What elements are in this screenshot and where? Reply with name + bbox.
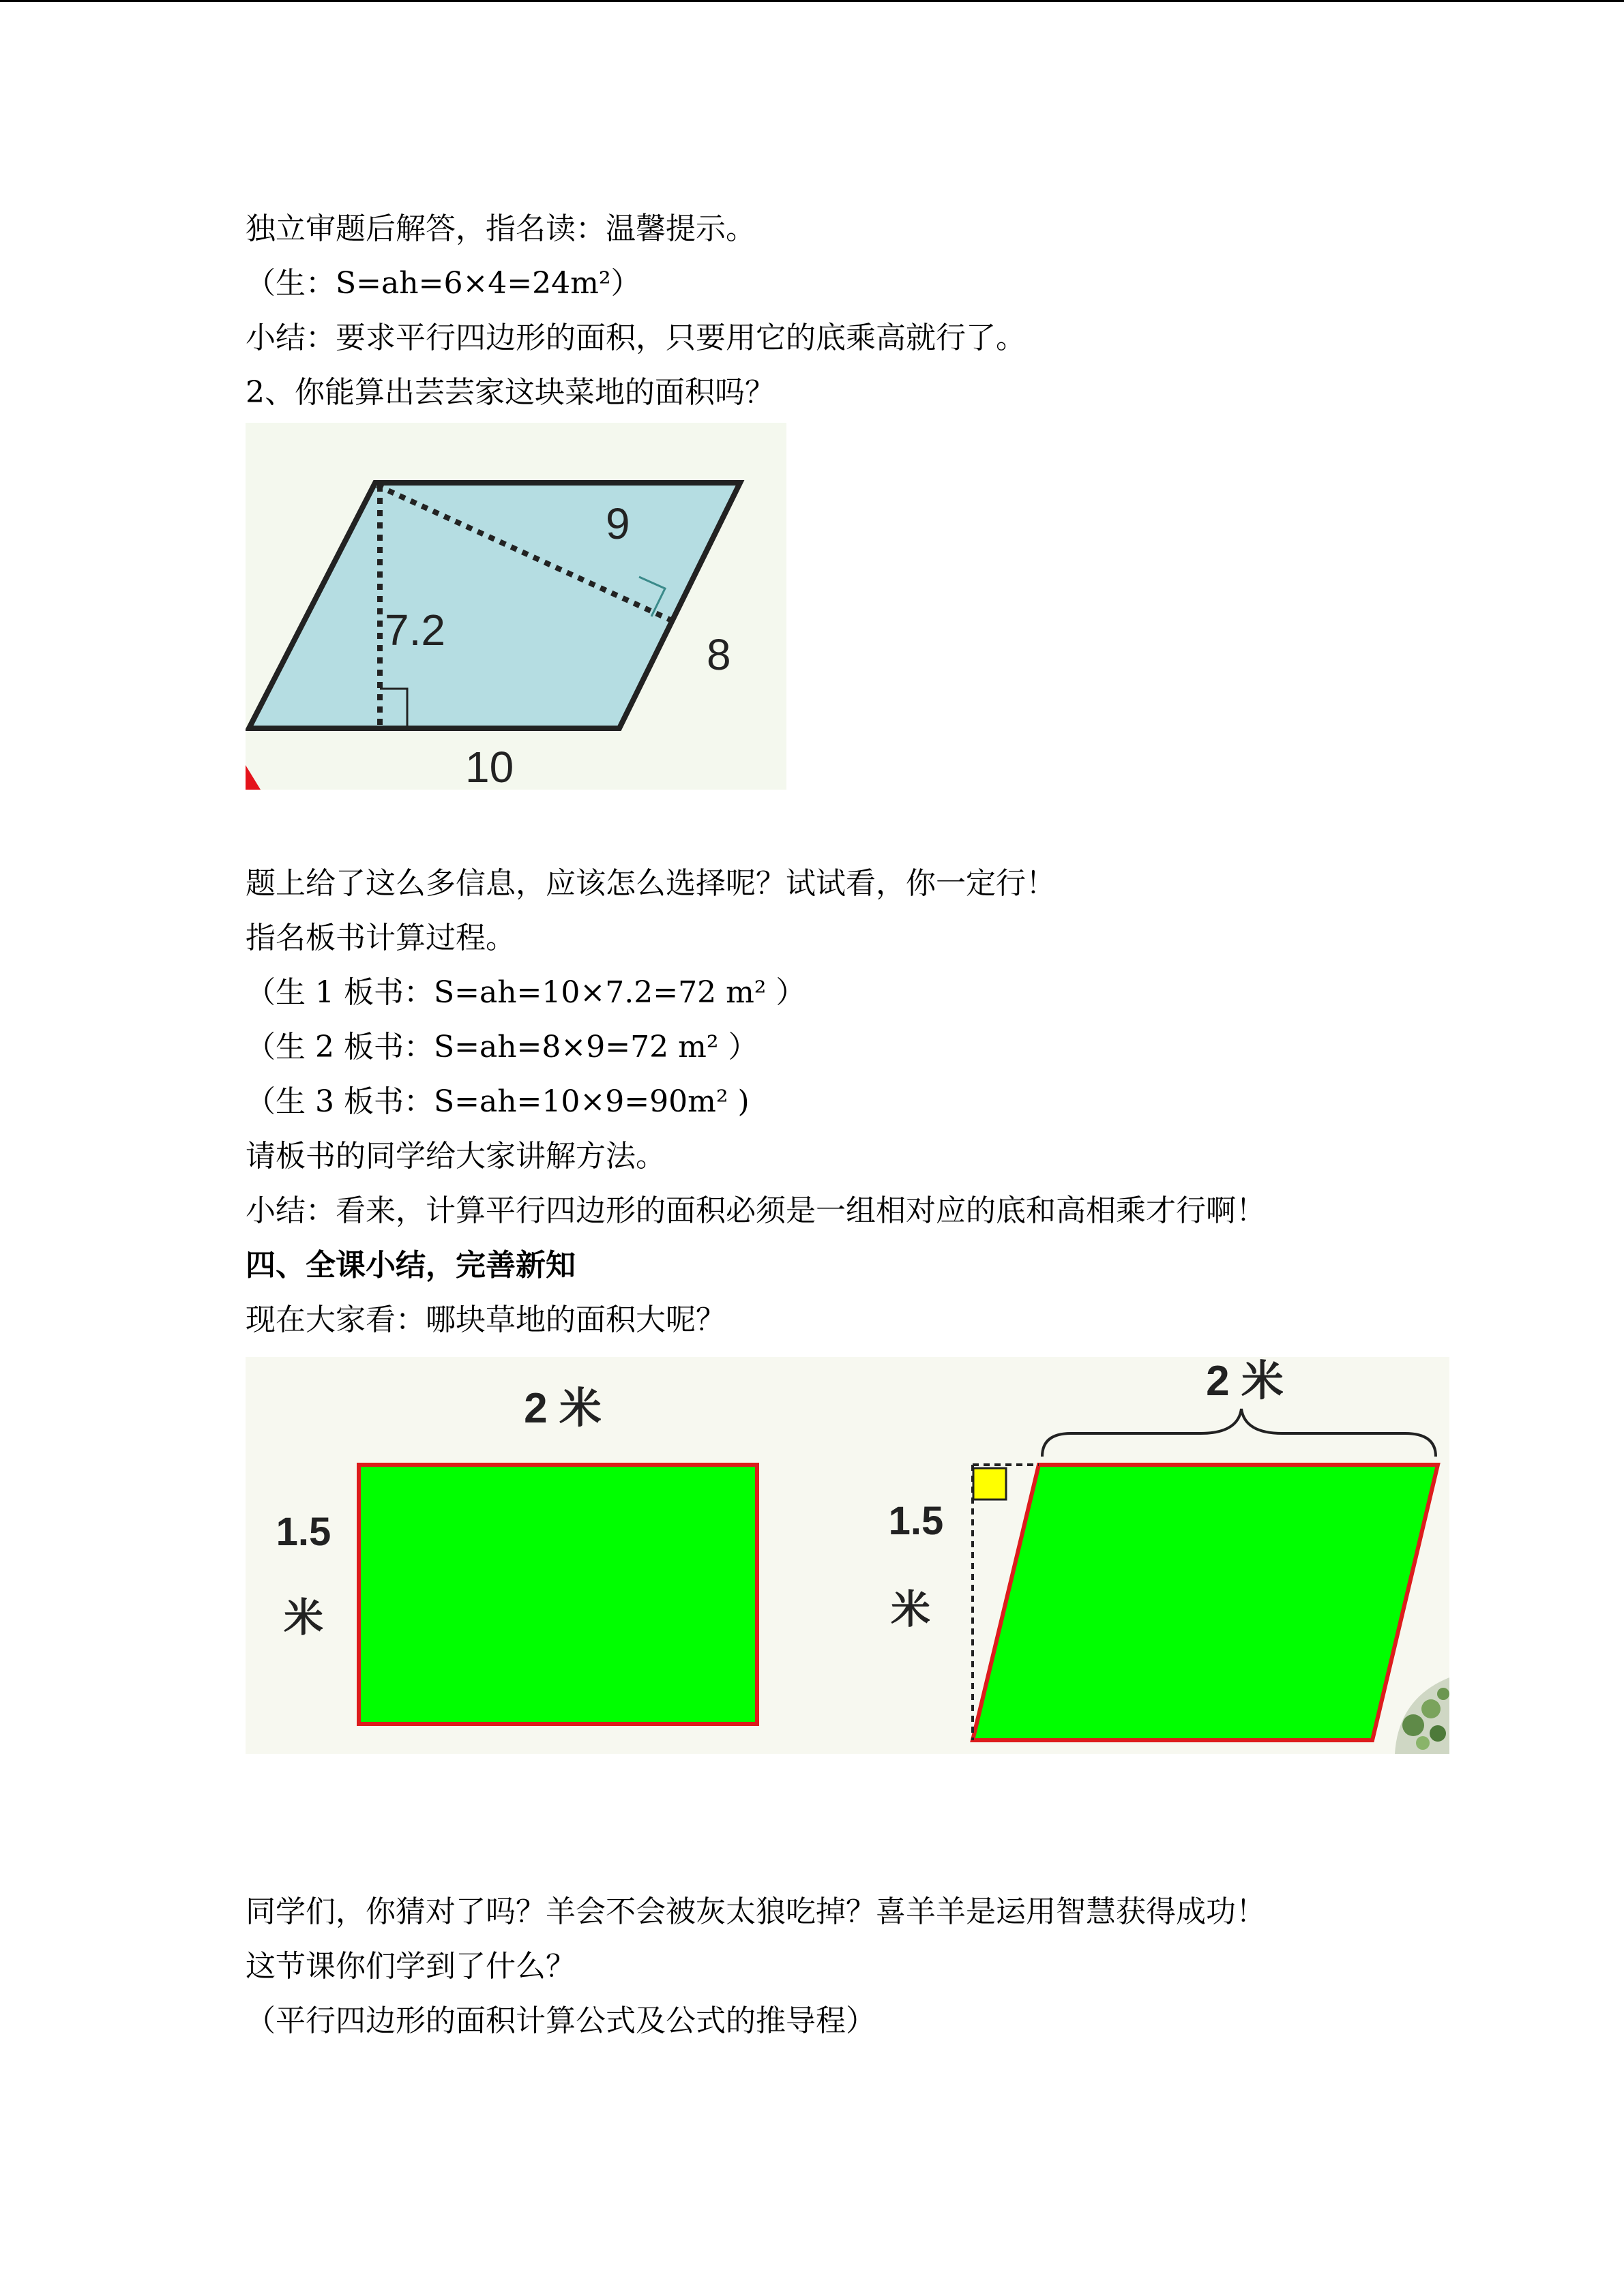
parallelogram-width-label: 2 米 xyxy=(1206,1358,1284,1405)
text-line-2: （生：S=ah=6×4=24m²） xyxy=(246,266,641,301)
text-line-9: （生 3 板书：S=ah=10×9=90m² ) xyxy=(246,1084,750,1119)
section-heading-summary: 四、全课小结，完善新知 xyxy=(246,1248,576,1283)
right-angle-marker xyxy=(973,1468,1006,1500)
text-line-7: （生 1 板书：S=ah=10×7.2=72 m² ） xyxy=(246,975,806,1010)
text-line-14: 同学们，你猜对了吗？羊会不会被灰太狼吃掉？喜羊羊是运用智慧获得成功！ xyxy=(246,1894,1266,1929)
text-line-10: 请板书的同学给大家讲解方法。 xyxy=(246,1139,666,1174)
text-line-6: 指名板书计算过程。 xyxy=(246,921,516,955)
text-line-5: 题上给了这么多信息，应该怎么选择呢？试试看，你一定行！ xyxy=(246,866,1056,901)
rectangle-width-label: 2 米 xyxy=(524,1385,602,1432)
rectangle-plot xyxy=(359,1465,757,1724)
parallelogram-height-unit: 米 xyxy=(890,1587,931,1632)
rectangle-height-value: 1.5 xyxy=(276,1510,331,1554)
text-line-4: 2、你能算出芸芸家这块菜地的面积吗？ xyxy=(246,375,775,410)
label-side-8: 8 xyxy=(707,630,731,679)
rectangle-height-unit: 米 xyxy=(283,1596,324,1640)
parallelogram-height-value: 1.5 xyxy=(888,1499,944,1543)
text-line-15: 这节课你们学到了什么？ xyxy=(246,1949,576,1984)
label-base-10: 10 xyxy=(465,743,514,790)
page-top-border xyxy=(0,0,1624,2)
text-line-16: （平行四边形的面积计算公式及公式的推导程） xyxy=(246,2003,876,2038)
text-line-8: （生 2 板书：S=ah=8×9=72 m² ） xyxy=(246,1030,758,1064)
text-line-13: 现在大家看：哪块草地的面积大呢？ xyxy=(246,1302,726,1337)
vegetable-plot-figure xyxy=(246,423,786,790)
text-line-11: 小结：看来，计算平行四边形的面积必须是一组相对应的底和高相乘才行啊！ xyxy=(246,1193,1266,1228)
parallelogram-plot xyxy=(973,1465,1438,1740)
grass-comparison-figure xyxy=(246,1357,1449,1754)
text-line-3: 小结：要求平行四边形的面积，只要用它的底乘高就行了。 xyxy=(246,320,1026,355)
label-height-9: 9 xyxy=(606,499,630,548)
text-line-1: 独立审题后解答，指名读：温馨提示。 xyxy=(246,211,756,246)
label-height-7-2: 7.2 xyxy=(385,606,445,655)
